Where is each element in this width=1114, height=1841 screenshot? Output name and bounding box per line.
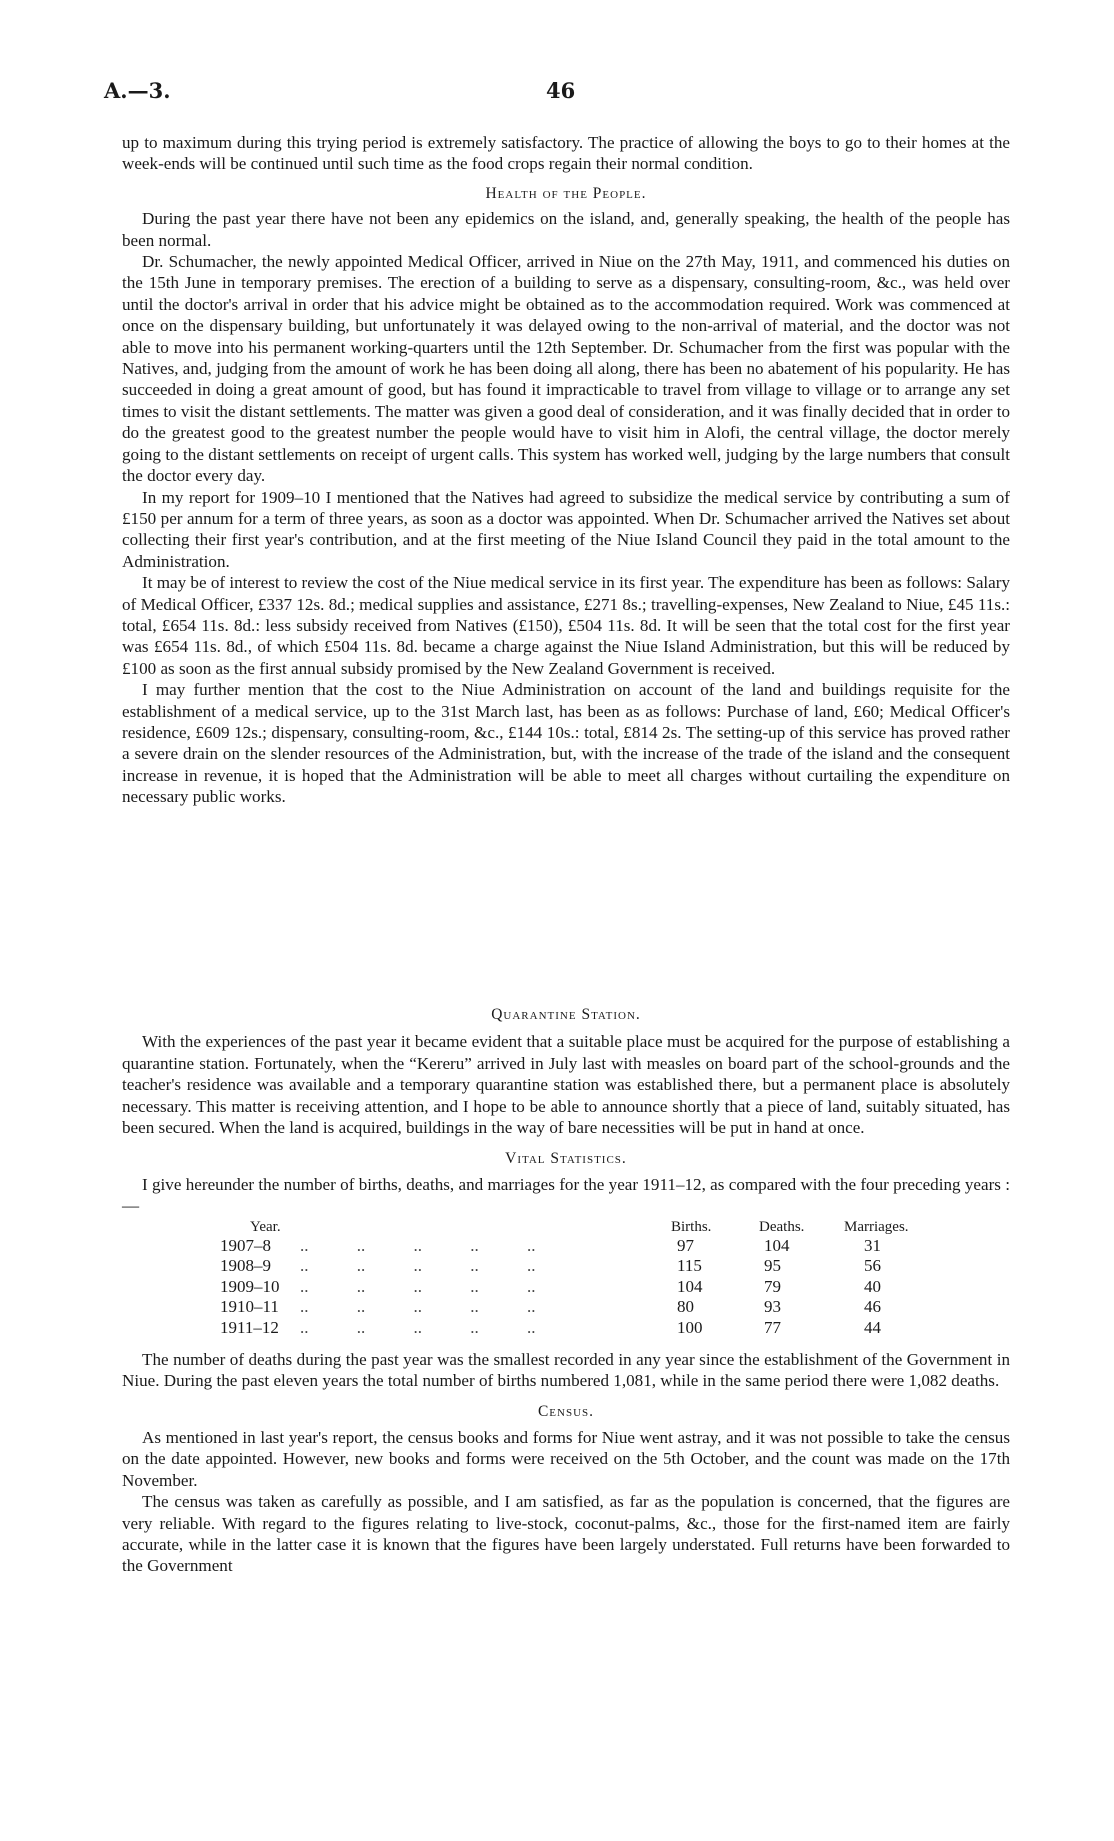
section-heading: Census. <box>537 1403 595 1421</box>
table-cell-marriages: 56 <box>864 1256 881 1276</box>
vital-statistics-table <box>122 1217 1010 1349</box>
table-cell-marriages: 44 <box>864 1317 881 1337</box>
table-cell-deaths: 77 <box>764 1317 781 1337</box>
continued-paragraph: up to maximum during this trying period is extremely satisfactory. The practice of allowing the boys to go to their homes at the week-ends will be continued until such time as the food crops regain their normal condition. <box>122 133 1010 174</box>
paragraph: I give hereunder the number of births, deaths, and marriages for the year 1911–12, as compared with the four preceding years :— <box>122 1174 1010 1216</box>
paragraph: I may further mention that the cost to the Niue Administration on account of the land and buildings requisite for the establishment of a medical service, up to the 31st March last, has been as as follows: Purchase of land, £60; Medical Officer's residence, £609 12s.; dispensary, consulting-room, &c., £144 10s.: total, £814 2s. The setting-up of this service has proved rather a severe drain on the slender resources of the Administration, but, with the increase of the trade of the island and the consequent increase in revenue, it is hoped that the Administration will be able to meet all charges without curtailing the expenditure on necessary public works. <box>122 680 1010 807</box>
table-cell-marriages: 46 <box>864 1297 881 1317</box>
table-cell-year: 1908–9 <box>220 1256 271 1276</box>
table-cell-deaths: 104 <box>764 1235 790 1255</box>
paragraph: The number of deaths during the past year was the smallest recorded in any year since the establishment of the Government in Niue. During the past eleven years the total number of births numbered 1,081, while in the same period there were 1,082 deaths. <box>122 1349 1010 1391</box>
column-header-year: Year. <box>250 1218 281 1235</box>
table-leader-dots: .. .. .. .. .. <box>300 1235 536 1255</box>
table-cell-deaths: 95 <box>764 1256 781 1276</box>
table-cell-year: 1910–11 <box>220 1297 279 1317</box>
paragraph: The census was taken as carefully as possible, and I am satisfied, as far as the population is concerned, that the figures are very reliable. With regard to the figures relating to live-stock, coconut-palms, &c., those for the first-named item are fairly accurate, while in the latter case it is known that the figures have been largely understated. Full returns have been forwarded to the Government <box>122 1492 1010 1576</box>
table-cell-year: 1911–12 <box>220 1317 279 1337</box>
table-cell-year: 1909–10 <box>220 1276 280 1296</box>
column-header-births: Births. <box>671 1218 712 1235</box>
column-header-marriages: Marriages. <box>844 1218 909 1235</box>
section-health <box>122 132 1010 808</box>
table-leader-dots: .. .. .. .. .. <box>300 1276 536 1296</box>
table-cell-births: 115 <box>677 1256 702 1276</box>
paragraph: It may be of interest to review the cost of the Niue medical service in its first year. The expenditure has been as follows: Salary of Medical Officer, £337 12s. 8d.; medical supplies and assistance, £271 8s.; travelling-expenses, New Zealand to Niue, £45 11s.: total, £654 11s. 8d.: less subsidy received from Natives (£150), £504 11s. 8d. It will be seen that the total cost for the first year was £654 11s. 8d., of which £504 11s. 8d. became a charge against the Niue Island Administration, but this will be reduced by £100 as soon as the first annual subsidy promised by the New Zealand Government is received. <box>122 573 1010 678</box>
table-cell-deaths: 79 <box>764 1276 781 1296</box>
paragraph: During the past year there have not been any epidemics on the island, and, generally speaking, the health of the people has been normal. <box>122 209 1010 250</box>
section-heading: Quarantine Station. <box>491 1006 641 1023</box>
table-cell-births: 100 <box>677 1317 703 1337</box>
page-number: 46 <box>546 78 576 103</box>
table-cell-births: 104 <box>677 1276 703 1296</box>
table-cell-year: 1907–8 <box>220 1235 271 1255</box>
section-heading: Health of the People. <box>485 184 647 202</box>
column-header-deaths: Deaths. <box>759 1218 805 1235</box>
paragraph: In my report for 1909–10 I mentioned that the Natives had agreed to subsidize the medical service by contributing a sum of £150 per annum for a term of three years, as soon as a doctor was appointed. When Dr. Schumacher arrived the Natives set about collecting their first year's contribution, and at the first meeting of the Niue Island Council they paid in the total amount to the Administration. <box>122 487 1010 571</box>
table-leader-dots: .. .. .. .. .. <box>300 1317 536 1337</box>
page-reference: A.—3. <box>104 78 171 103</box>
table-cell-deaths: 93 <box>764 1297 781 1317</box>
table-cell-births: 80 <box>677 1297 694 1317</box>
paragraph: As mentioned in last year's report, the census books and forms for Niue went astray, and it was not possible to take the census on the date appointed. However, new books and forms were received on the 5th October, and the count was made on the 17th November. <box>122 1427 1010 1490</box>
section-continuation <box>122 1004 1010 1577</box>
table-leader-dots: .. .. .. .. .. <box>300 1297 536 1317</box>
table-cell-marriages: 40 <box>864 1276 881 1296</box>
paragraph: With the experiences of the past year it became evident that a suitable place must be acquired for the purpose of establishing a quarantine station. Fortunately, when the “Kereru” arrived in July last with measles on board part of the school-grounds and the teacher's residence was available and a temporary quarantine station was established there, but a permanent place is absolutely necessary. This matter is receiving attention, and I hope to be able to announce shortly that a piece of land, suitably situated, has been secured. When the land is acquired, buildings in the way of bare necessities will be put in hand at once. <box>122 1032 1010 1138</box>
table-cell-births: 97 <box>677 1235 694 1255</box>
paragraph: Dr. Schumacher, the newly appointed Medical Officer, arrived in Niue on the 27th May, 1911, and commenced his duties on the 15th June in temporary premises. The erection of a building to serve as a dispensary, consulting-room, &c., was held over until the doctor's arrival in order that his advice might be obtained as to the accommodation required. Work was commenced at once on the dispensary building, but unfortunately it was delayed owing to the non-arrival of material, and the doctor was not able to move into his permanent working-quarters until the 12th September. Dr. Schumacher from the first was popular with the Natives, and, judging from the amount of work he has been doing all along, there has been no abatement of his popularity. He has succeeded in doing a great amount of good, but has found it impracticable to travel from village to village or to arrange any set times to visit the distant settlements. The matter was given a good deal of consideration, and it was finally decided that in order to do the greatest good to the greatest number the people would have to visit him in Alofi, the central village, the doctor merely going to the distant settlements on receipt of urgent calls. This system has worked well, judging by the large numbers that consult the doctor every day. <box>122 252 1010 486</box>
table-leader-dots: .. .. .. .. .. <box>300 1256 536 1276</box>
section-heading: Vital Statistics. <box>505 1150 627 1168</box>
table-cell-marriages: 31 <box>864 1235 881 1255</box>
